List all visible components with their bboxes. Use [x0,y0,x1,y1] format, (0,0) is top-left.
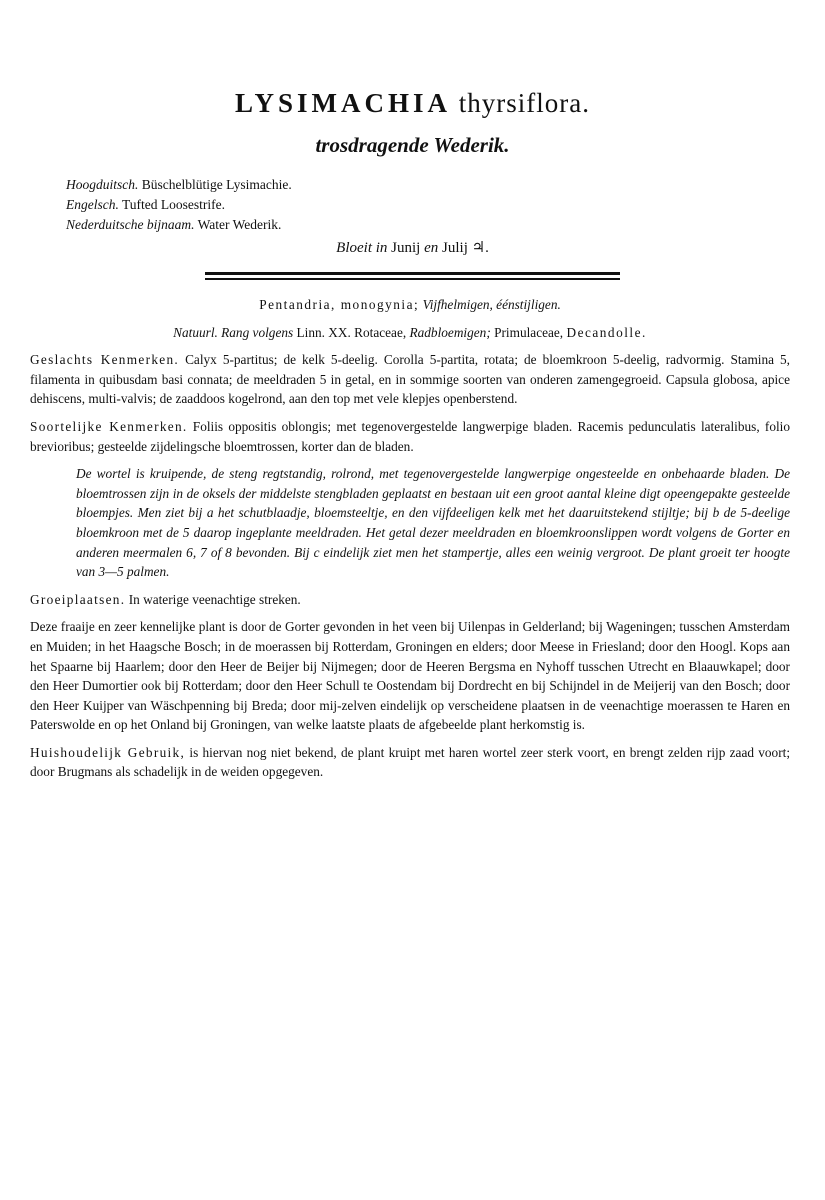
economic-use [30,743,790,782]
language-label: Engelsch. [66,197,119,212]
genus-characters-text: Calyx 5-partitus; de kelk 5-deelig. Corolla 5-partita, rotata; de bloemkroon 5-deelig, radvormig. Stamina 5, filamenta in quibusdam basi connata; de meeldraden 5 in getal, en in sommige soorten van onderen zamengegroeid. Capsula globosa, apice dehiscens, multi-valvis; de zaaddoos kogelrond, aan den top met vele klepjes openberstend. [30,352,791,407]
habitat-label: Groeiplaatsen. [30,591,126,607]
name-value: Tufted Loosestrife. [122,197,226,212]
perennial-symbol: ♃. [471,240,489,256]
primulaceae: Primulaceae, [494,324,564,340]
linn-ref: Linn. XX. [296,324,351,340]
linnaean-system-nl: Vijfhelmigen, éénstijligen. [422,297,561,312]
common-name-dutch [66,215,292,235]
economic-use-label: Huishoudelijk Gebruik, [30,744,186,760]
bloom-conj: en [424,240,439,256]
dutch-name: trosdragende Wederik. [315,133,510,157]
common-name-english [66,195,292,215]
plant-description: De wortel is kruipende, de steng regtstandig, rolrond, met tegenovergestelde langwerpige ongesteelde en onbehaarde bladen. De bloemtrossen zijn in de oksels der middelste stengbladen geplaatst en bestaan uit een groot aantal kleine digt opeengepakte gesteelde bloempjes. Men ziet bij a het schutblaadje, bloemsteeltje, en den vijfdeeligen kelk met het daaruitstekend stijltje; bij b de 5-deelige bloemkroon met de 5 daarop ingeplante meeldraden. Het getal dezer meeldraden en bloemkroonslippen wordt volgens de Gorter en anderen meermalen 6, 7 of 8 bevonden. Bij c eindelijk ziet men het stampertje, alles een weinig vergroot. De plant groeit ter hoogte van 3—5 palmen. [76,466,790,580]
species-characters [30,417,790,456]
bloom-month-1: Junij [391,240,421,256]
body-text [30,295,790,790]
language-label: Nederduitsche bijnaam. [66,217,195,232]
genus-name: LYSIMACHIA [234,88,452,118]
genus-characters [30,350,790,409]
genus-characters-label: Geslachts Kenmerken. [30,352,180,368]
natural-rank-label: Natuurl. Rang volgens [173,324,294,340]
habitat [30,590,790,610]
habitat-text: In waterige veenachtige streken. [128,591,301,607]
localities: Deze fraaije en zeer kennelijke plant is door de Gorter gevonden in het veen bij Uilenpas in Gelderland; bij Wageningen; tusschen Amsterdam en Muiden; in het Haagsche Bosch; in de moerassen bij Rotterdam, Groningen en elders; door Meese in Friesland; door den Hoogl. Kops aan het Spaarne bij Haarlem; door den Heer de Beijer bij Nijmegen; door de Heeren Bergsma en Nyhoff tusschen Utrecht en Blaauwkapel; door den Heer Dumortier ook bij Rotterdam; door den Heer Schull te Oostendam bij Dordrecht en bij Schijndel in de Meijerij van den Bosch; door den Heer Kuijper van Wäschpenning bij Breda; door mij-zelven eindelijk op verscheidene plaatsen in de veenachtige moerassen te Haren en Paterswolde en op het Onland bij Groningen, van welke laatste plaats de afgebeelde plant herkomstig is. [30,619,790,733]
economic-use-text: is hiervan nog niet bekend, de plant kruipt met haren wortel zeer sterk voort, en brengt zelden rijp zaad voort; door Brugmans als schadelijk in de weiden opgegeven. [30,744,791,780]
species-name: thyrsiflora. [458,88,591,118]
rotaceae: Rotaceae, [354,324,407,340]
common-names [66,175,292,235]
linnaean-system: Pentandria, monogynia; [259,297,420,312]
name-value: Büschelblütige Lysimachie. [141,177,292,192]
bloom-period [0,238,825,257]
radbloemigen: Radbloemigen; [409,324,491,340]
name-value: Water Wederik. [197,217,282,232]
bloom-prefix: Bloeit in [336,240,388,256]
species-characters-label: Soortelijke Kenmerken. [30,418,188,434]
classification-line-2 [30,323,790,343]
language-label: Hoogduitsch. [66,177,139,192]
common-name-german [66,175,292,195]
bloom-month-2: Julij [442,240,468,256]
divider-thick [205,272,620,275]
classification-line-1 [30,295,790,315]
divider-thin [205,278,620,280]
decandolle: Decandolle. [566,324,647,340]
page-title [0,88,825,119]
species-characters-text: Foliis oppositis oblongis; met tegenovergestelde langwerpige bladen. Racemis pedunculatis lateralibus, folio brevioribus; gesteelde zijdelingsche bloemtrossen, korter dan de bladen. [30,418,791,454]
